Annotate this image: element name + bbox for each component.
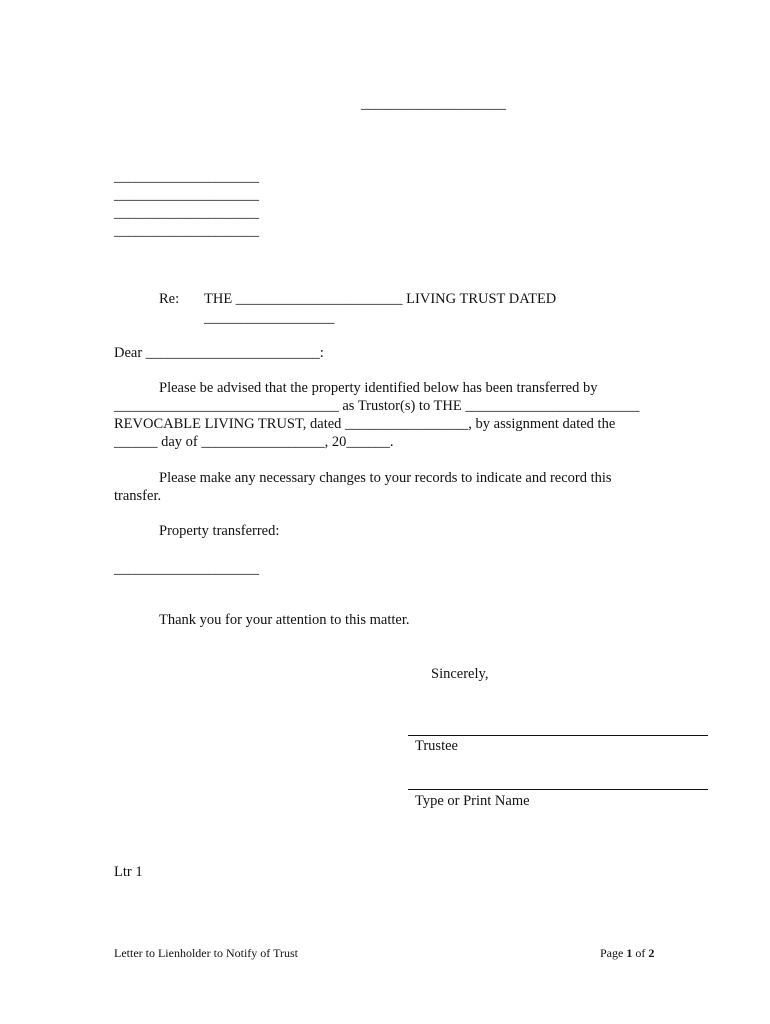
re-trust-line: THE _______________________ LIVING TRUST DATED: [204, 291, 557, 307]
paragraph1-line2: _______________________________ as Trustor(s) to THE ________________________: [114, 398, 640, 414]
page-current: 1: [626, 946, 633, 960]
paragraph1-line1: Please be advised that the property identified below has been transferred by: [159, 380, 598, 396]
paragraph1-line4: ______ day of _________________, 20______.: [114, 434, 394, 450]
address-line-4[interactable]: ____________________: [114, 223, 259, 239]
re-label: Re:: [159, 291, 180, 307]
paragraph2-line2: transfer.: [114, 488, 162, 504]
page-of: of: [632, 946, 649, 960]
trustee-signature-line[interactable]: [408, 735, 708, 736]
salutation: Dear ________________________:: [114, 345, 324, 361]
page-total: 2: [648, 946, 655, 960]
print-name-line[interactable]: [408, 789, 708, 790]
reference-code: Ltr 1: [114, 864, 143, 880]
address-line-3[interactable]: ____________________: [114, 205, 259, 221]
page-prefix: Page: [600, 946, 627, 960]
address-line-1[interactable]: ____________________: [114, 169, 259, 185]
property-label: Property transferred:: [159, 523, 280, 539]
paragraph1-line3: REVOCABLE LIVING TRUST, dated _________________, by assignment dated the: [114, 416, 616, 432]
property-blank[interactable]: ____________________: [114, 561, 259, 577]
closing: Sincerely,: [431, 666, 489, 682]
page-indicator: [600, 944, 654, 962]
re-date-blank[interactable]: __________________: [204, 310, 335, 326]
thanks-line: Thank you for your attention to this matter.: [159, 612, 410, 628]
footer-title: Letter to Lienholder to Notify of Trust: [114, 946, 298, 960]
paragraph2-line1: Please make any necessary changes to your records to indicate and record this: [159, 470, 612, 486]
address-line-2[interactable]: ____________________: [114, 187, 259, 203]
print-name-label: Type or Print Name: [415, 793, 530, 809]
trustee-label: Trustee: [415, 738, 458, 754]
date-blank[interactable]: ____________________: [361, 96, 506, 112]
